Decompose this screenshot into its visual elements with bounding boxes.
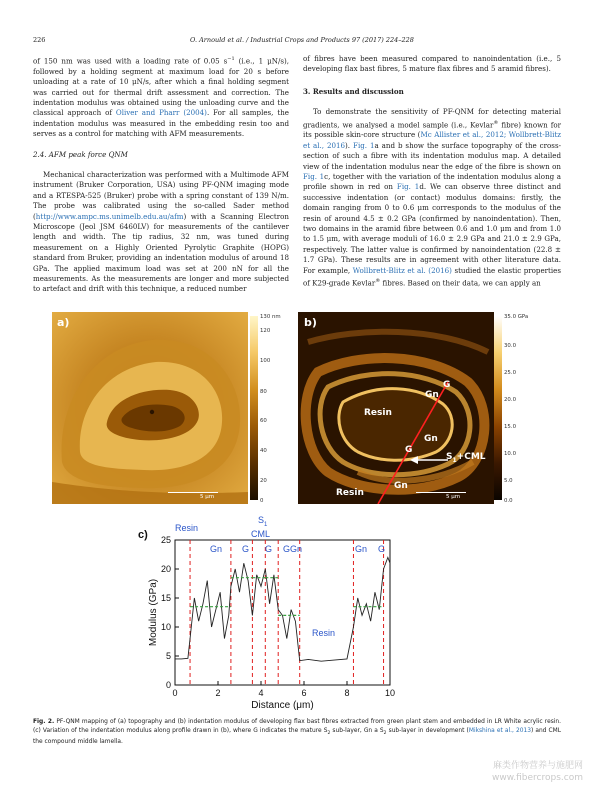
region-label-gn: Gn [290, 544, 303, 554]
region-label-g: G [265, 544, 273, 554]
y-tick-label: 0 [165, 680, 171, 690]
region-label-resin: Resin [364, 408, 392, 418]
colorbar-tick: 15.0 [504, 424, 517, 430]
region-label-s1: $S_1$ [258, 515, 268, 528]
colorbar-tick: 20 [260, 478, 267, 484]
scale-bar [416, 492, 466, 493]
modulus-colorbar [494, 316, 502, 500]
layer-label-gn: Gn [394, 481, 408, 491]
layer-label-gn: Gn [424, 434, 438, 444]
region-label-resin: Resin [336, 488, 364, 498]
plot-frame [175, 540, 390, 685]
section-heading: 2.4. AFM peak force QNM [33, 149, 128, 159]
colorbar-tick: 35.0 GPa [504, 314, 529, 320]
x-tick-label: 0 [172, 688, 178, 698]
section-heading: 3. Results and discussion [303, 86, 404, 96]
x-axis-label: Distance (μm) [251, 700, 314, 710]
scale-bar-label: 5 μm [446, 494, 461, 500]
y-tick-label: 10 [160, 622, 171, 632]
colorbar-tick: 100 [260, 358, 271, 364]
y-tick-label: 15 [160, 593, 171, 603]
page-number: 226 [33, 36, 46, 44]
panel-b-label: b) [304, 316, 317, 329]
colorbar-tick: 5.0 [504, 478, 513, 484]
y-tick-label: 5 [165, 651, 171, 661]
plot-area [148, 535, 395, 710]
colorbar-tick: 10.0 [504, 451, 517, 457]
left-column [33, 54, 289, 295]
region-label-cml: CML [251, 529, 271, 539]
layer-label-g: G [443, 380, 451, 390]
topography-colorbar [250, 316, 258, 500]
colorbar-tick: 130 nm [260, 314, 281, 320]
colorbar-tick: 80 [260, 389, 267, 395]
x-tick-label: 10 [384, 688, 396, 698]
citation-link[interactable]: Mikshina et al., 2013 [468, 727, 531, 734]
right-column [303, 54, 561, 289]
layer-label-g: G [405, 445, 413, 455]
layer-label-s1cml: $S_1+CML$ [446, 452, 486, 464]
colorbar-tick: 0 [260, 498, 264, 504]
x-tick-label: 6 [301, 688, 307, 698]
citation-link[interactable]: Oliver and Pharr (2004) [115, 108, 207, 118]
colorbar-tick: 60 [260, 418, 267, 424]
y-tick-label: 25 [160, 535, 171, 545]
panel-c-label: c) [138, 529, 148, 541]
x-tick-label: 2 [215, 688, 221, 698]
figure-caption: Fig. 2. PF-QNM mapping of (a) topography and (b) indentation modulus of developing flax bast fibres extracted from green plant stem and embedded in LR White acrylic resin. (c) Variation of the indentation modulus along profile drawn in (b), where G indicates the mature $S_2$ sub-layer, Gn a $S_2$ sub-layer in development (Mikshina et al., 2013) and CML the compound middle lamella. [33, 719, 562, 746]
modulus-series-line [175, 557, 390, 661]
paragraph: Mechanical characterization was performed with a Multimode AFM instrument (Bruker Corporation, USA) using PF-QNM imaging mode and a RTESPA-525 (Bruker) probe with a spring constant of 139 N/m. The probe was calibrated using the so-called Sader method (http://www.ampc.ms.unimelb.edu.au/afm) with a Scanning Electron Microscope (Jeol JSM 6460LV) for measurements of the cantilever length and width. The tip radius, 32 nm, was tuned during measurement on a Highly Oriented Pyrolytic Graphite (HOPG) standard from Bruker, providing an indentation modulus of around 18 GPa. The applied maximum load was set at 200 nN for all the measurements. As the measurements are longer and more subjected to artefact and drift with this technique, a reduced number [33, 170, 289, 294]
x-tick-label: 4 [258, 688, 264, 698]
region-label-resin: Resin [175, 523, 199, 533]
layer-label-gn: Gn [425, 390, 439, 400]
region-label-g: G [378, 544, 386, 554]
colorbar-tick: 40 [260, 448, 267, 454]
figure-link[interactable]: Fig. 1 [303, 172, 325, 182]
region-label-g: G [242, 544, 250, 554]
colorbar-tick: 25.0 [504, 370, 517, 376]
figure-link[interactable]: Fig. 1 [396, 182, 420, 192]
region-label-gn: Gn [355, 544, 368, 554]
y-tick-label: 20 [160, 564, 171, 574]
colorbar-tick: 30.0 [504, 343, 517, 349]
colorbar-tick: 0.0 [504, 498, 513, 504]
paragraph: To demonstrate the sensitivity of PF-QNM for detecting material gradients, we analysed a model sample (i.e., Kevlar® fibre) known for its possible skin-core structure (Mc Allister et al., 2012; Wollbrett-Blitz et al., 2016). Fig. 1a and b show the surface topography of the cross-section of such a fibre with its indentation modulus map. A detailed view of the indentation modulus near the edge of the fibre is shown on Fig. 1c, together with the variation of the indentation modulus along a profile shown in red on Fig. 1d. We can observe three distinct and successive indentation (or contact) modulus domains: firstly, the domain ranging from 0 to 0.6 μm corresponds to the modulus of the resin of around 4.5 ± 0.2 GPa (confirmed by nanoindentation). Then, two domains in the aramid fibre between 0.6 and 1.0 μm and from 1.0 to 1.5 μm, with average moduli of 16.0 ± 2.9 GPa and 21.0 ± 2.9 GPa, respectively. The latter value is confirmed by nanoindentation (22.8 ± 1.7 GPa). These results are in agreement with other literature data. For example, Wollbrett-Blitz et al. (2016) studied the elastic properties of K29-grade Kevlar® fibres. Based on their data, we can apply an [303, 107, 562, 288]
figure-link[interactable]: Fig. 1 [353, 140, 375, 150]
colorbar-tick: 120 [260, 328, 271, 334]
citation-link[interactable]: Mc Allister et al., 2012; Wollbrett-Blitz et al., 2016 [303, 130, 561, 150]
scale-bar-label: 5 μm [200, 494, 215, 500]
paragraph: of fibres have been measured compared to nanoindentation (i.e., 5 developing flax bast fibres, 5 mature flax fibres and 5 aramid fibres). [303, 54, 561, 74]
x-tick-label: 8 [344, 688, 350, 698]
colorbar-tick: 20.0 [504, 397, 517, 403]
modulus-map-image [298, 312, 494, 504]
citation-link[interactable]: Wollbrett-Blitz et al. (2016) [352, 265, 452, 275]
scale-bar [168, 492, 218, 493]
watermark: 麻类作物营养与施肥网 www.fibercrops.com [492, 761, 583, 783]
y-axis-label: Modulus (GPa) [148, 578, 159, 647]
region-label-g: G [283, 544, 291, 554]
region-label-resin: Resin [312, 628, 336, 638]
region-label-gn: Gn [210, 544, 223, 554]
panel-a-label: a) [57, 316, 70, 329]
topography-image [52, 312, 248, 504]
url-link[interactable]: http://www.ampc.ms.unimelb.edu.au/afm [35, 211, 184, 221]
modulus-profile-chart [130, 510, 400, 710]
running-header: O. Arnould et al. / Industrial Crops and Products 97 (2017) 224–228 [190, 36, 414, 44]
paragraph: of 150 nm was used with a loading rate of 0.05 $s^{-1}$ (i.e., 1 μN/s), followed by a holding segment at maximum load for 20 s before unloading at a rate of 10 μN/s, after which a final holding segment was carried out for thermal drift assessment and correction. The indentation modulus was obtained using the unloading curve and the classical approach of Oliver and Pharr (2004). For all samples, the indentation modulus was measured in the embedding resin too and serves as a control for matching with AFM measurements. [33, 56, 289, 139]
